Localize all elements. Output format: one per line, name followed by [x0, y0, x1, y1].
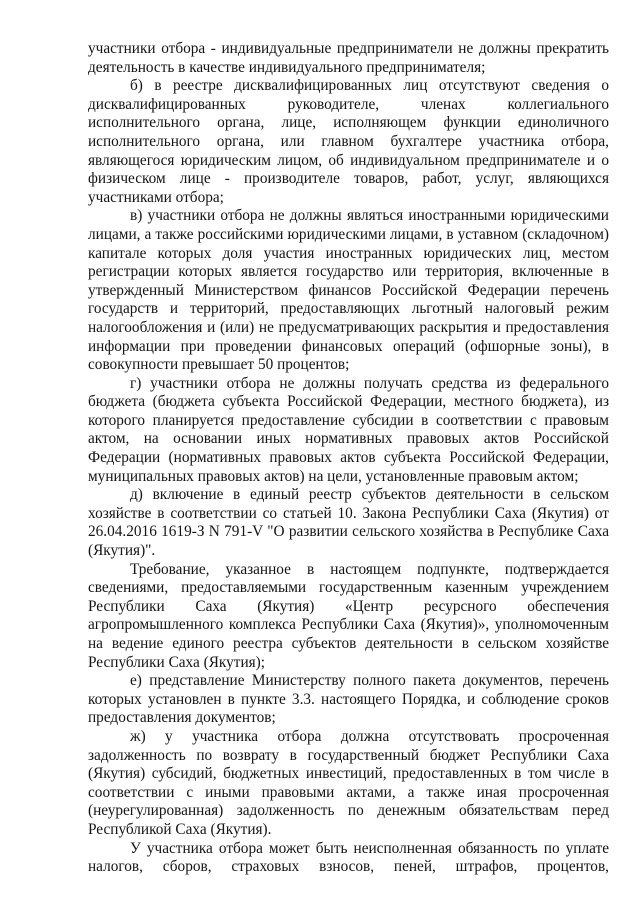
paragraph-continuation: участники отбора - индивидуальные предприниматели не должны прекратить деятельность в качестве индивидуального предпринимателя; [88, 40, 609, 76]
paragraph-g: г) участники отбора не должны получать средства из федерального бюджета (бюджета субъекта Российской Федерации, местного бюджета), из которого планируется предоставление субсидии в соответствии с правовым актом, на основании иных нормативных правовых актов Российской Федерации (нормативных правовых актов субъекта Российской Федерации, муниципальных правовых актов) на цели, установленные правовым актом; [88, 374, 609, 485]
paragraph-d: д) включение в единый реестр субъектов деятельности в сельском хозяйстве в соответствии со статьей 10. Закона Республики Саха (Якутия) от 26.04.2016 1619-З N 791-V "О развитии сельского хозяйства в Республике Саха (Якутия)". [88, 486, 609, 560]
document-page [88, 40, 609, 877]
paragraph-tax-obligation: У участника отбора может быть неисполненная обязанность по уплате налогов, сборов, страховых взносов, пеней, штрафов, процентов, [88, 839, 609, 876]
paragraph-v: в) участники отбора не должны являться иностранными юридическими лицами, а также российскими юридическими лицами, в уставном (складочном) капитале которых доля участия иностранных юридических лиц, местом регистрации которых является государство или территория, включенные в утвержденный Министерством финансов Российской Федерации перечень государств и территорий, предоставляющих льготный налоговый режим налогообложения и (или) не предусматривающих раскрытия и предоставления информации при проведении финансовых операций (офшорные зоны), в совокупности превышает 50 процентов; [88, 207, 609, 374]
paragraph-b: б) в реестре дисквалифицированных лиц отсутствуют сведения о дисквалифицированных руководителе, членах коллегиального исполнительного органа, лице, исполняющем функции единоличного исполнительного органа, или главном бухгалтере участника отбора, являющегося юридическим лицом, об индивидуальном предпринимателе и о физическом лице - производителе товаров, работ, услуг, являющихся участниками отбора; [88, 77, 609, 206]
paragraph-requirement: Требование, указанное в настоящем подпункте, подтверждается сведениями, предоставляемыми государственным казенным учреждением Республики Саха (Якутия) «Центр ресурсного обеспечения агропромышленного комплекса Республики Саха (Якутия)», уполномоченным на ведение единого реестра субъектов деятельности в сельском хозяйстве Республики Саха (Якутия); [88, 560, 609, 671]
paragraph-e: е) представление Министерству полного пакета документов, перечень которых установлен в пункте 3.3. настоящего Порядка, и соблюдение сроков предоставления документов; [88, 672, 609, 727]
paragraph-zh: ж) у участника отбора должна отсутствовать просроченная задолженность по возврату в государственный бюджет Республики Саха (Якутия) субсидий, бюджетных инвестиций, предоставленных в том числе в соответствии с иными правовыми актами, а также иная просроченная (неурегулированная) задолженность по денежным обязательствам перед Республикой Саха (Якутия). [88, 727, 609, 838]
